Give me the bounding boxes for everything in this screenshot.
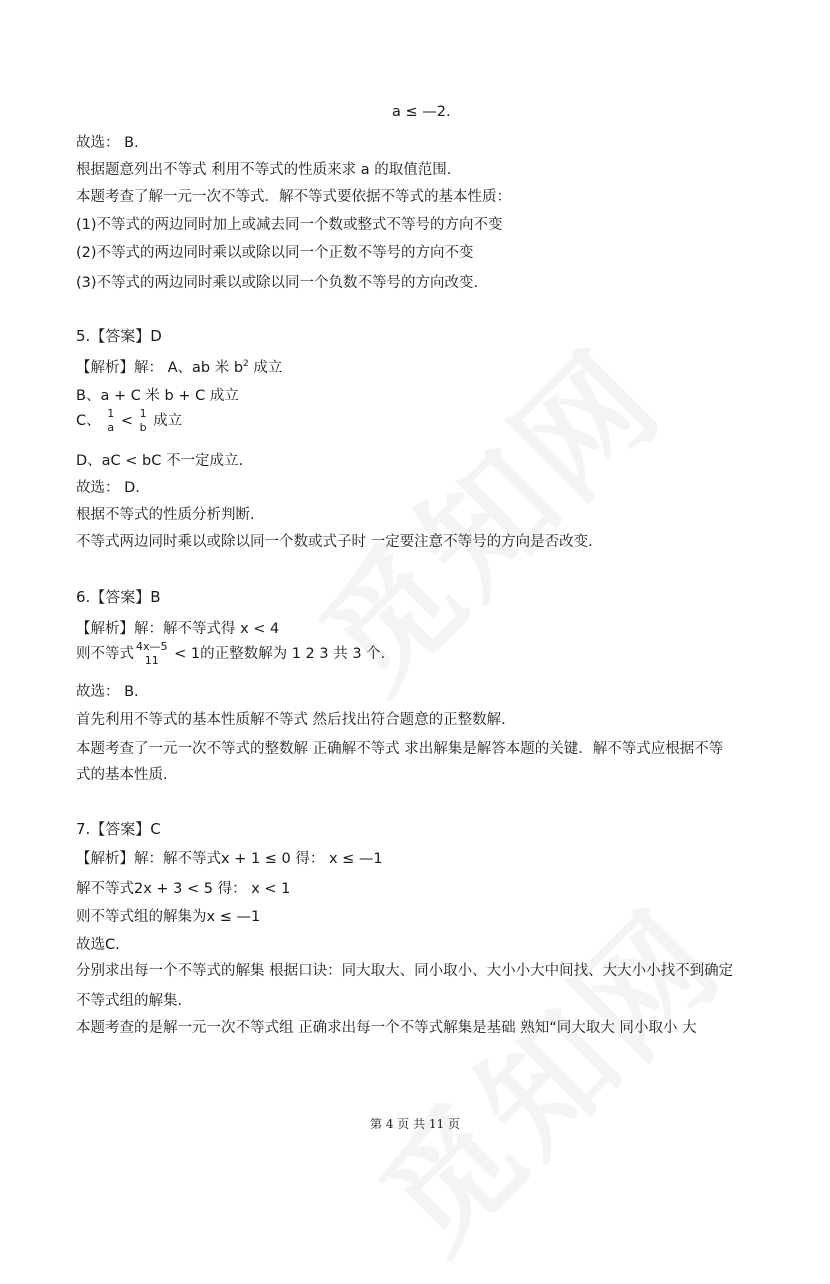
text-line: 根据题意列出不等式 利用不等式的性质来求 a 的取值范围. [76,162,452,178]
text-line: 【解析】解：解不等式得 x < 4 [76,621,280,637]
text-segment: 【解析】解： A、ab 米 b [76,360,244,376]
text-segment: 成立 [153,413,183,429]
text-line: 根据不等式的性质分析判断. [76,507,255,523]
question-7-heading: 7.【答案】C [76,820,161,838]
text-segment: C、 [76,413,101,429]
watermark-text [334,863,755,1284]
text-line: 【解析】解：解不等式x + 1 ≤ 0 得： x ≤ —1 [76,851,383,867]
text-segment: < 1的正整数解为 1 2 3 共 3 个. [169,646,386,662]
text-line: 不等式两边同时乘以或除以同一个数或式子时 一定要注意不等号的方向是否改变. [76,534,593,550]
result-line: a ≤ —2. [392,104,451,120]
text-line [76,407,182,435]
question-5-heading: 5.【答案】D [76,327,162,345]
text-segment: 则不等式 [76,646,134,662]
page-footer: 第 4 页 共 11 页 [370,1117,460,1131]
answer-choice: 故选C. [76,937,120,953]
question-6-heading: 6.【答案】B [76,588,161,606]
text-line: 本题考查了一元一次不等式的整数解 正确解不等式 求出解集是解答本题的关键．解不等式应根据不等 [76,741,724,757]
denominator: 11 [144,654,159,667]
text-line [76,356,282,377]
denominator: b [139,421,147,434]
fraction [107,407,114,435]
text-line: 本题考查的是解一元一次不等式组 正确求出每一个不等式解集是基础 熟知“同大取大 同小取小 大 [76,1020,697,1036]
numerator: 1 [107,407,115,420]
text-line: 式的基本性质. [76,767,168,783]
text-line: B、a + C 米 b + C 成立 [76,388,239,404]
fraction [136,640,168,668]
text-line [76,640,385,668]
text-line: 分别求出每一个不等式的解集 根据口诀：同大取大、同小取小、大小小大中间找、大大小小找不到确定 [76,963,734,979]
numerator: 1 [139,407,147,420]
text-segment: 成立 [248,360,283,376]
text-line: 不等式组的解集. [76,993,183,1009]
text-line: 本题考查了解一元一次不等式．解不等式要依据不等式的基本性质： [76,189,511,205]
answer-choice: 故选： D. [76,480,140,496]
text-line: 解不等式2x + 3 < 5 得： x < 1 [76,881,291,897]
less-than: < [120,413,133,429]
fraction [140,407,147,435]
text-line: 首先利用不等式的基本性质解不等式 然后找出符合题意的正整数解. [76,712,506,728]
text-line: (3)不等式的两边同时乘以或除以同一个负数不等号的方向改变. [76,275,479,291]
text-line: (1)不等式的两边同时加上或减去同一个数或整式不等号的方向不变 [76,217,503,233]
answer-choice: 故选： B. [76,135,139,151]
numerator: 4x—5 [136,640,168,653]
denominator: a [107,421,115,434]
text-line: D、aC < bC 不一定成立. [76,453,244,469]
superscript: 2 [243,359,249,369]
answer-choice: 故选： B. [76,684,139,700]
text-line: (2)不等式的两边同时乘以或除以同一个正数不等号的方向不变 [76,245,474,261]
text-line: 则不等式组的解集为x ≤ —1 [76,909,261,925]
